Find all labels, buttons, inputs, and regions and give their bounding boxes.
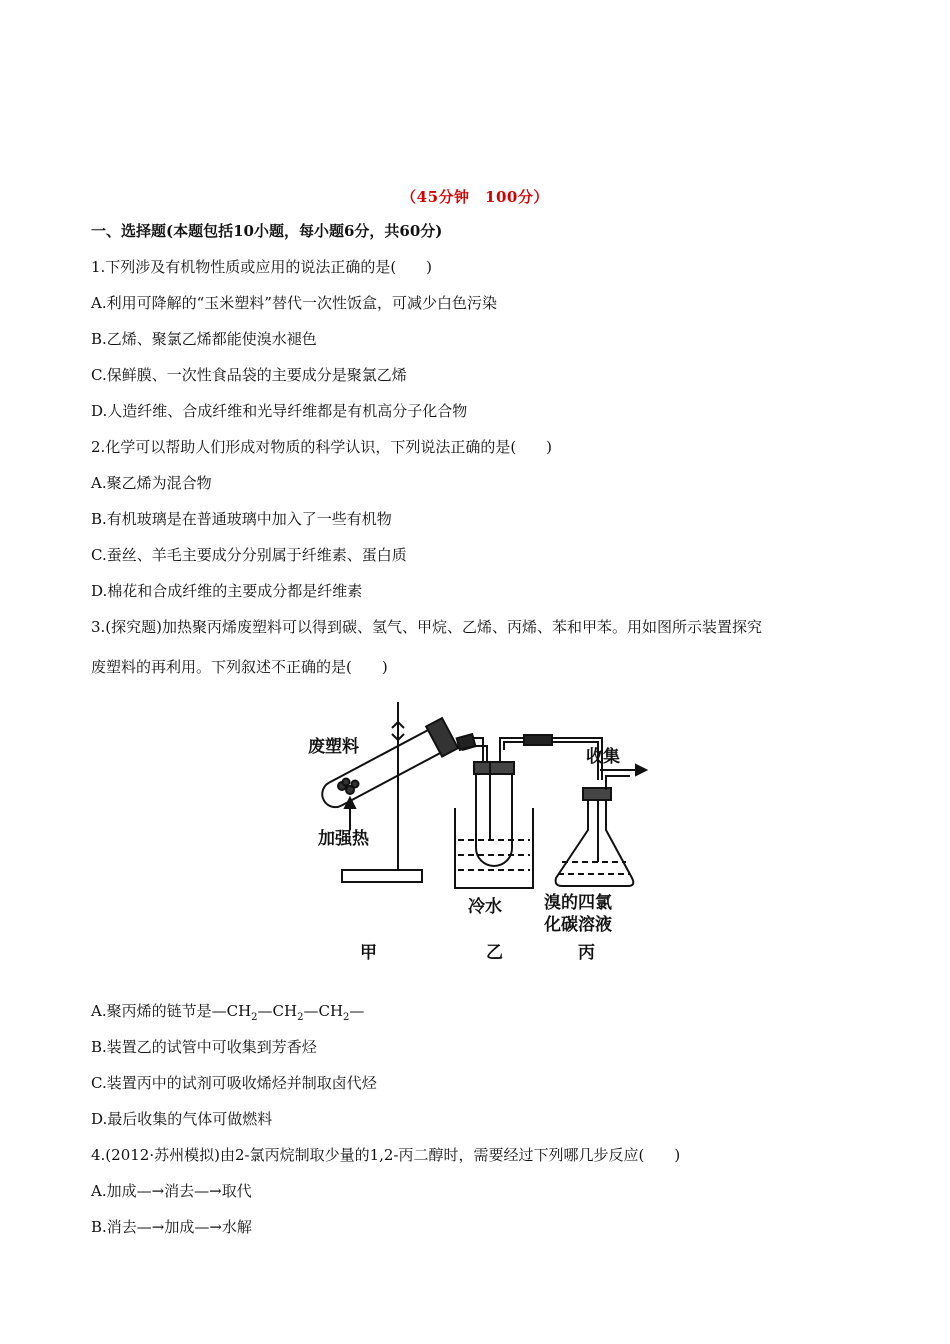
q1-option-b: B.乙烯、聚氯乙烯都能使溴水褪色	[91, 330, 317, 348]
section-title: 一、选择题(本题包括10小题，每小题6分，共60分)	[91, 222, 443, 240]
q1-option-c: C.保鲜膜、一次性食品袋的主要成分是聚氯乙烯	[91, 366, 407, 384]
label-yi: 乙	[486, 943, 503, 963]
q4-option-a: A.加成—→消去—→取代	[91, 1182, 252, 1200]
test-tube-jia	[316, 718, 458, 815]
q3-a-sub1: 2	[251, 1012, 258, 1023]
plastic-pellet	[343, 779, 350, 786]
q2-option-b: B.有机玻璃是在普通玻璃中加入了一些有机物	[91, 510, 392, 528]
q1-option-d: D.人造纤维、合成纤维和光导纤维都是有机高分子化合物	[91, 402, 468, 420]
label-bromine-1: 溴的四氯	[544, 893, 612, 913]
q3-option-c: C.装置丙中的试剂可吸收烯烃并制取卤代烃	[91, 1074, 377, 1092]
q3-a-sub3: 2	[343, 1012, 350, 1023]
q2-option-c: C.蚕丝、羊毛主要成分分别属于纤维素、蛋白质	[91, 546, 407, 564]
label-jia: 甲	[360, 943, 377, 963]
q2-option-d: D.棉花和合成纤维的主要成分都是纤维素	[91, 582, 363, 600]
q3-stem-line2: 废塑料的再利用。下列叙述不正确的是( )	[91, 658, 388, 676]
q1-option-a: A.利用可降解的“玉米塑料”替代一次性饭盒，可减少白色污染	[91, 294, 497, 312]
q3-stem-line1: 3.(探究题)加热聚丙烯废塑料可以得到碳、氢气、甲烷、乙烯、丙烯、苯和甲苯。用如图所示装置探究	[91, 618, 763, 636]
rubber-joint-2	[524, 735, 552, 745]
label-bromine-2: 化碳溶液	[544, 915, 612, 935]
q4-option-b: B.消去—→加成—→水解	[91, 1218, 252, 1236]
label-collect: 收集	[586, 747, 620, 767]
q1-stem: 1.下列涉及有机物性质或应用的说法正确的是( )	[91, 258, 433, 276]
q3-a-mid2: —CH	[303, 1002, 344, 1020]
q3-a-prefix: A.聚丙烯的链节是—CH	[91, 1002, 252, 1020]
label-waste-plastic: 废塑料	[308, 737, 359, 757]
q3-a-suffix: —	[349, 1002, 365, 1020]
q3-option-b: B.装置乙的试管中可收集到芳香烃	[91, 1038, 317, 1056]
q3-a-sub2: 2	[297, 1012, 304, 1023]
time-score-header: （45分钟 100分）	[401, 188, 549, 206]
stand-base	[342, 870, 422, 882]
plastic-pellet	[352, 781, 359, 788]
label-bing: 丙	[578, 943, 595, 963]
q3-option-a	[91, 1000, 364, 1023]
apparatus-figure	[300, 690, 660, 970]
q4-stem: 4.(2012·苏州模拟)由2-氯丙烷制取少量的1,2-丙二醇时，需要经过下列哪几步反应( )	[91, 1146, 681, 1164]
label-strong-heat: 加强热	[318, 829, 369, 849]
q2-stem: 2.化学可以帮助人们形成对物质的科学认识，下列说法正确的是( )	[91, 438, 553, 456]
test-tube-yi	[476, 772, 512, 866]
q3-option-d: D.最后收集的气体可做燃料	[91, 1110, 273, 1128]
label-cold-water: 冷水	[468, 897, 502, 917]
q3-a-mid1: —CH	[257, 1002, 298, 1020]
q2-option-a: A.聚乙烯为混合物	[91, 474, 212, 492]
apparatus-diagram	[300, 690, 660, 970]
stopper-yi	[474, 762, 514, 774]
beaker-yi	[455, 808, 533, 888]
